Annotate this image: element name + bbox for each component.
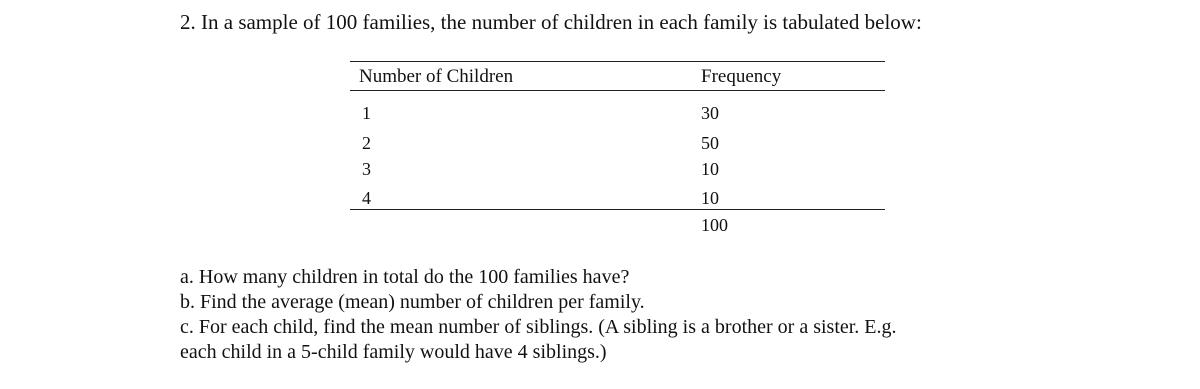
question-b: b. Find the average (mean) number of children per family. [180, 291, 645, 313]
table-total-frequency: 100 [701, 215, 728, 235]
table-header-rule [350, 90, 885, 91]
table-total-rule [350, 209, 885, 210]
question-c-continued: each child in a 5-child family would have 4 siblings.) [180, 341, 607, 363]
question-a: a. How many children in total do the 100 families have? [180, 266, 630, 288]
column-header-frequency: Frequency [701, 66, 782, 87]
table-cell-children: 1 [362, 103, 371, 123]
table-cell-frequency: 10 [701, 188, 719, 208]
problem-heading: 2. In a sample of 100 families, the number of children in each family is tabulated below: [180, 10, 922, 34]
table-cell-children: 4 [362, 188, 371, 208]
table-cell-children: 2 [362, 133, 371, 153]
table-cell-frequency: 30 [701, 103, 719, 123]
table-top-rule [350, 61, 885, 62]
question-list [180, 265, 897, 365]
question-c: c. For each child, find the mean number of siblings. (A sibling is a brother or a sister. E.g. [180, 316, 897, 338]
table-cell-children: 3 [362, 159, 371, 179]
table-cell-frequency: 50 [701, 133, 719, 153]
column-header-children: Number of Children [359, 66, 514, 87]
children-frequency-table [350, 60, 885, 240]
table-cell-frequency: 10 [701, 159, 719, 179]
